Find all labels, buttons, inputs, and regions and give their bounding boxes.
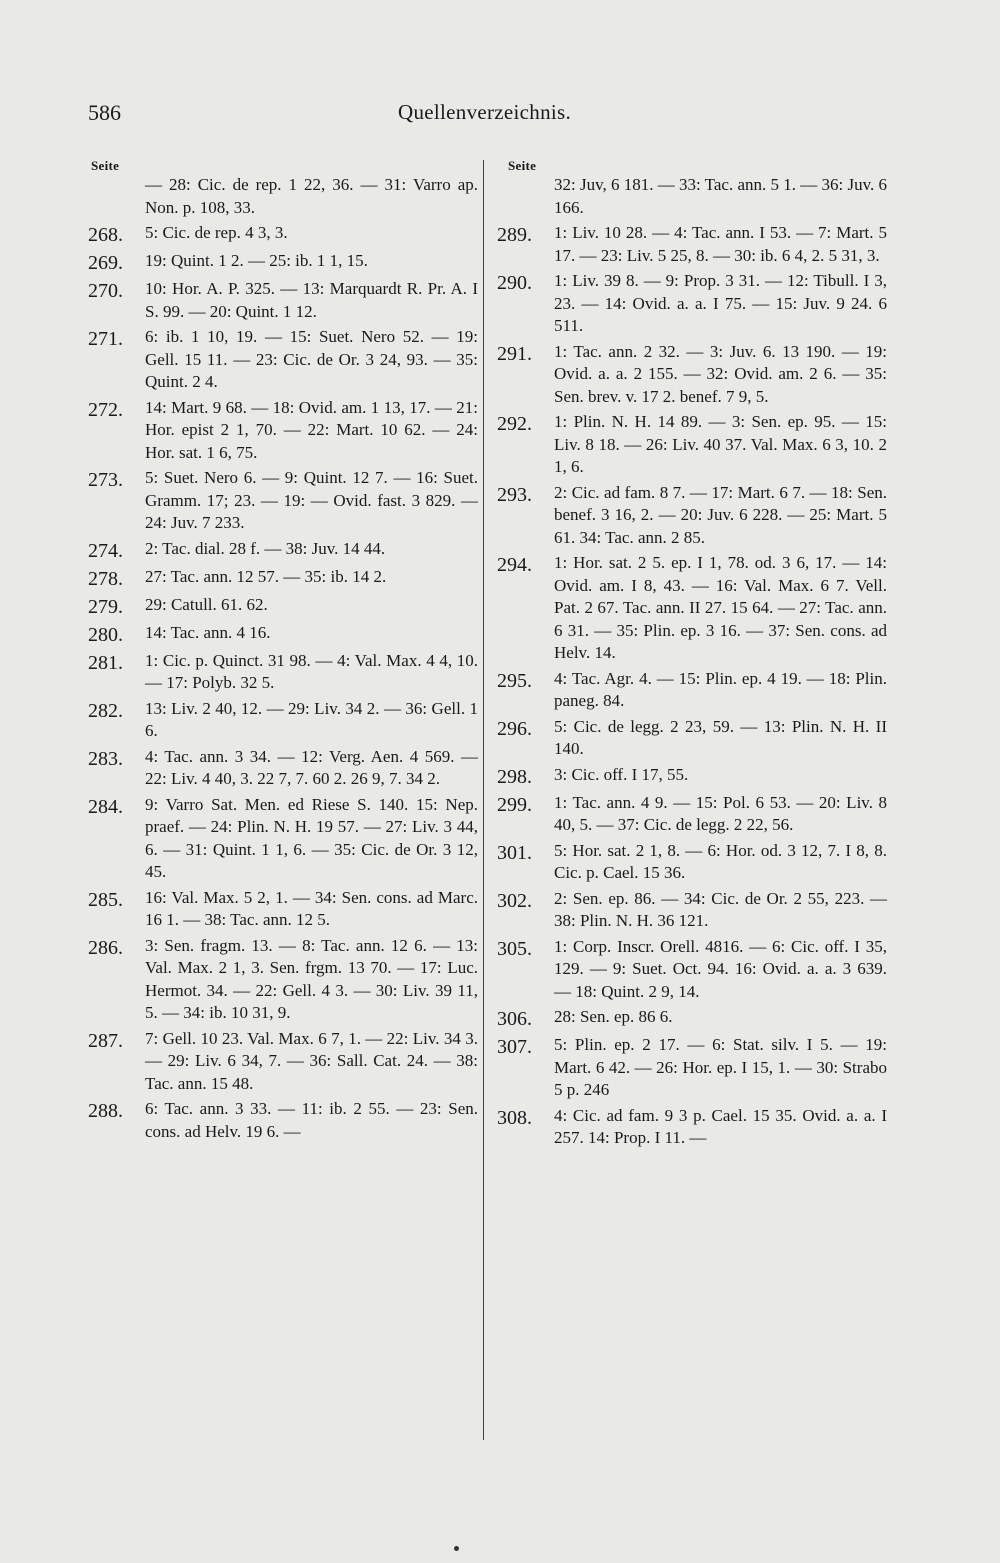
page-reference-number: 306. [497, 1008, 532, 1030]
source-citations: 27: Tac. ann. 12 57. — 35: ib. 14 2. [145, 566, 387, 586]
source-entry [88, 594, 488, 619]
source-entry [497, 840, 897, 885]
page-reference-number: 280. [88, 623, 123, 646]
source-citations: 7: Gell. 10 23. Val. Max. 6 7, 1. — 22: Liv. 34 3. — 29: Liv. 6 34, 7. — 36: Sall. Cat. 24. — 38: Tac. ann. 15 48. [145, 1028, 478, 1093]
source-entry [497, 1105, 897, 1150]
page-reference-number: 293. [497, 483, 532, 506]
source-citations: 5: Hor. sat. 2 1, 8. — 6: Hor. od. 3 12, 7. I 8, 8. Cic. p. Cael. 15 36. [554, 840, 887, 882]
source-entry [88, 1098, 488, 1143]
source-citations: 2: Sen. ep. 86. — 34: Cic. de Or. 2 55, 223. — 38: Plin. N. H. 36 121. [554, 888, 887, 930]
source-entry [497, 341, 897, 409]
right-column-label: Seite [508, 158, 537, 173]
source-entry [497, 888, 897, 933]
page-reference-number: 283. [88, 747, 123, 770]
source-entry [88, 698, 488, 743]
page-reference-number: 268. [88, 224, 123, 246]
page-reference-number: 290. [497, 272, 532, 294]
page-reference-number: 291. [497, 342, 532, 365]
source-entry [88, 566, 488, 591]
source-entry [88, 746, 488, 791]
source-entry [497, 411, 897, 479]
page-reference-number: 272. [88, 398, 123, 421]
source-citations: — 28: Cic. de rep. 1 22, 36. — 31: Varro ap. Non. p. 108, 33. [145, 175, 478, 217]
page-reference-number: 273. [88, 469, 123, 491]
source-entry [88, 326, 488, 394]
source-entry [497, 936, 897, 1004]
source-citations: 14: Mart. 9 68. — 18: Ovid. am. 1 13, 17. — 21: Hor. epist 2 1, 70. — 22: Mart. 10 62. — 24: Hor. sat. 1 6, 75. [145, 397, 478, 462]
source-citations: 9: Varro Sat. Men. ed Riese S. 140. 15: Nep. praef. — 24: Plin. N. H. 19 57. — 27: Liv. 3 44, 6. — 31: Quint. 1 1, 6. — 35: Cic. de Or. 3 12, 45. [145, 794, 478, 881]
source-citations: 10: Hor. A. P. 325. — 13: Marquardt R. Pr. A. I S. 99. — 20: Quint. 1 12. [145, 279, 478, 321]
page-reference-number: 307. [497, 1036, 532, 1058]
left-column-label: Seite [91, 158, 120, 173]
page-reference-number: 295. [497, 669, 532, 692]
source-citations: 2: Tac. dial. 28 f. — 38: Juv. 14 44. [145, 538, 386, 558]
source-entry [88, 467, 488, 535]
source-entry [497, 482, 897, 550]
source-entry [88, 650, 488, 695]
source-citations: 1: Hor. sat. 2 5. ep. I 1, 78. od. 3 6, 17. — 14: Ovid. am. I 8, 43. — 16: Val. Max. 6 7. Vell. Pat. 2 67. Tac. ann. II 27. 15 64. — 27: Tac. ann. 6 31. — 35: Plin. ep. 3 16. — 37: Sen. cons. ad Helv. 14. [554, 553, 887, 662]
source-citations: 19: Quint. 1 2. — 25: ib. 1 1, 15. [145, 251, 368, 270]
source-entry [497, 668, 897, 713]
page-reference-number: 296. [497, 717, 532, 740]
source-entry [497, 1006, 897, 1031]
source-citations: 4: Cic. ad fam. 9 3 p. Cael. 15 35. Ovid. a. a. I 257. 14: Prop. I 11. — [554, 1105, 887, 1147]
source-entry [88, 250, 488, 275]
page-reference-number: 289. [497, 224, 532, 246]
source-citations: 4: Tac. Agr. 4. — 15: Plin. ep. 4 19. — 18: Plin. paneg. 84. [554, 668, 887, 710]
source-entry [88, 174, 488, 219]
source-citations: 1: Cic. p. Quinct. 31 98. — 4: Val. Max. 4 4, 10. — 17: Polyb. 32 5. [145, 650, 478, 692]
source-entry [88, 622, 488, 647]
source-entry [497, 270, 897, 338]
source-citations: 1: Tac. ann. 2 32. — 3: Juv. 6. 13 190. — 19: Ovid. a. a. 2 155. — 32: Ovid. am. 2 6. — 35: Sen. brev. v. 17 2. benef. 7 9, 5. [554, 341, 887, 406]
source-entry [88, 278, 488, 323]
source-entry [497, 716, 897, 761]
page-reference-number: 294. [497, 554, 532, 576]
page-reference-number: 269. [88, 252, 123, 274]
page-reference-number: 271. [88, 328, 123, 350]
source-citations: 14: Tac. ann. 4 16. [145, 622, 271, 642]
source-citations: 5: Plin. ep. 2 17. — 6: Stat. silv. I 5. — 19: Mart. 6 42. — 26: Hor. ep. I 15, 1. — 30: Strabo 5 p. 246 [554, 1035, 887, 1099]
source-citations: 1: Plin. N. H. 14 89. — 3: Sen. ep. 95. — 15: Liv. 8 18. — 26: Liv. 40 37. Val. Max. 6 3, 10. 2 1, 6. [554, 412, 887, 476]
page-reference-number: 288. [88, 1100, 123, 1122]
source-citations: 6: Tac. ann. 3 33. — 11: ib. 2 55. — 23: Sen. cons. ad Helv. 19 6. — [145, 1099, 478, 1141]
page-reference-number: 302. [497, 889, 532, 912]
page-reference-number: 308. [497, 1106, 532, 1129]
source-citations: 1: Corp. Inscr. Orell. 4816. — 6: Cic. off. I 35, 129. — 9: Suet. Oct. 94. 16: Ovid. a. a. 3 639. — 18: Quint. 2 9, 14. [554, 936, 887, 1001]
source-citations: 13: Liv. 2 40, 12. — 29: Liv. 34 2. — 36: Gell. 1 6. [145, 698, 478, 740]
page-reference-number: 270. [88, 280, 123, 302]
source-citations: 28: Sen. ep. 86 6. [554, 1007, 673, 1026]
source-entry [88, 222, 488, 247]
source-citations: 16: Val. Max. 5 2, 1. — 34: Sen. cons. ad Marc. 16 1. — 38: Tac. ann. 12 5. [145, 887, 478, 929]
page-reference-number: 274. [88, 539, 123, 562]
bottom-dot [454, 1546, 459, 1551]
source-citations: 1: Tac. ann. 4 9. — 15: Pol. 6 53. — 20: Liv. 8 40, 5. — 37: Cic. de legg. 2 22, 56. [554, 792, 887, 834]
source-citations: 32: Juv, 6 181. — 33: Tac. ann. 5 1. — 36: Juv. 6 166. [554, 175, 887, 217]
page-reference-number: 281. [88, 651, 123, 674]
page-reference-number: 282. [88, 699, 123, 722]
page-reference-number: 286. [88, 936, 123, 959]
source-entry [497, 222, 897, 267]
source-entry [88, 538, 488, 563]
source-citations: 3: Cic. off. I 17, 55. [554, 764, 689, 784]
source-citations: 3: Sen. fragm. 13. — 8: Tac. ann. 12 6. — 13: Val. Max. 2 1, 3. Sen. frgm. 13 70. — 17: Luc. Hermot. 34. — 22: Gell. 4 3. — 30: Liv. 39 11, 5. — 34: ib. 10 31, 9. [145, 935, 478, 1022]
source-entry [497, 552, 897, 665]
right-column [497, 174, 897, 1153]
page-reference-number: 284. [88, 795, 123, 818]
source-entry [497, 1034, 897, 1102]
page-number: 586 [88, 100, 121, 125]
page-reference-number: 278. [88, 567, 123, 590]
page-reference-number: 287. [88, 1029, 123, 1052]
source-entry [497, 174, 897, 219]
source-citations: 2: Cic. ad fam. 8 7. — 17: Mart. 6 7. — 18: Sen. benef. 3 16, 2. — 20: Juv. 6 228. — 25: Mart. 5 61. 34: Tac. ann. 2 85. [554, 482, 887, 547]
page-reference-number: 298. [497, 765, 532, 788]
page-reference-number: 279. [88, 595, 123, 618]
source-citations: 1: Liv. 39 8. — 9: Prop. 3 31. — 12: Tibull. I 3, 23. — 14: Ovid. a. a. I 75. — 15: Juv. 9 24. 6 511. [554, 271, 887, 335]
page-reference-number: 305. [497, 937, 532, 960]
source-entry [88, 397, 488, 465]
page-reference-number: 301. [497, 841, 532, 864]
source-entry [88, 935, 488, 1025]
source-citations: 4: Tac. ann. 3 34. — 12: Verg. Aen. 4 569. — 22: Liv. 4 40, 3. 22 7, 7. 60 2. 26 9, 7. 34 2. [145, 746, 478, 788]
source-entry [88, 1028, 488, 1096]
source-citations: 29: Catull. 61. 62. [145, 594, 268, 614]
running-title: Quellenverzeichnis. [398, 100, 572, 124]
source-entry [88, 887, 488, 932]
source-entry [497, 792, 897, 837]
source-citations: 5: Suet. Nero 6. — 9: Quint. 12 7. — 16: Suet. Gramm. 17; 23. — 19: — Ovid. fast. 3 829. — 24: Juv. 7 233. [145, 468, 478, 532]
left-column [88, 174, 488, 1146]
source-citations: 5: Cic. de legg. 2 23, 59. — 13: Plin. N. H. II 140. [554, 716, 887, 758]
source-citations: 1: Liv. 10 28. — 4: Tac. ann. I 53. — 7: Mart. 5 17. — 23: Liv. 5 25, 8. — 30: ib. 6 4, 2. 5 31, 3. [554, 223, 887, 265]
source-citations: 6: ib. 1 10, 19. — 15: Suet. Nero 52. — 19: Gell. 15 11. — 23: Cic. de Or. 3 24, 93. — 35: Quint. 2 4. [145, 327, 478, 391]
page-reference-number: 285. [88, 888, 123, 911]
page-reference-number: 292. [497, 413, 532, 435]
page-reference-number: 299. [497, 793, 532, 816]
source-entry [88, 794, 488, 884]
source-citations: 5: Cic. de rep. 4 3, 3. [145, 223, 288, 242]
source-entry [497, 764, 897, 789]
